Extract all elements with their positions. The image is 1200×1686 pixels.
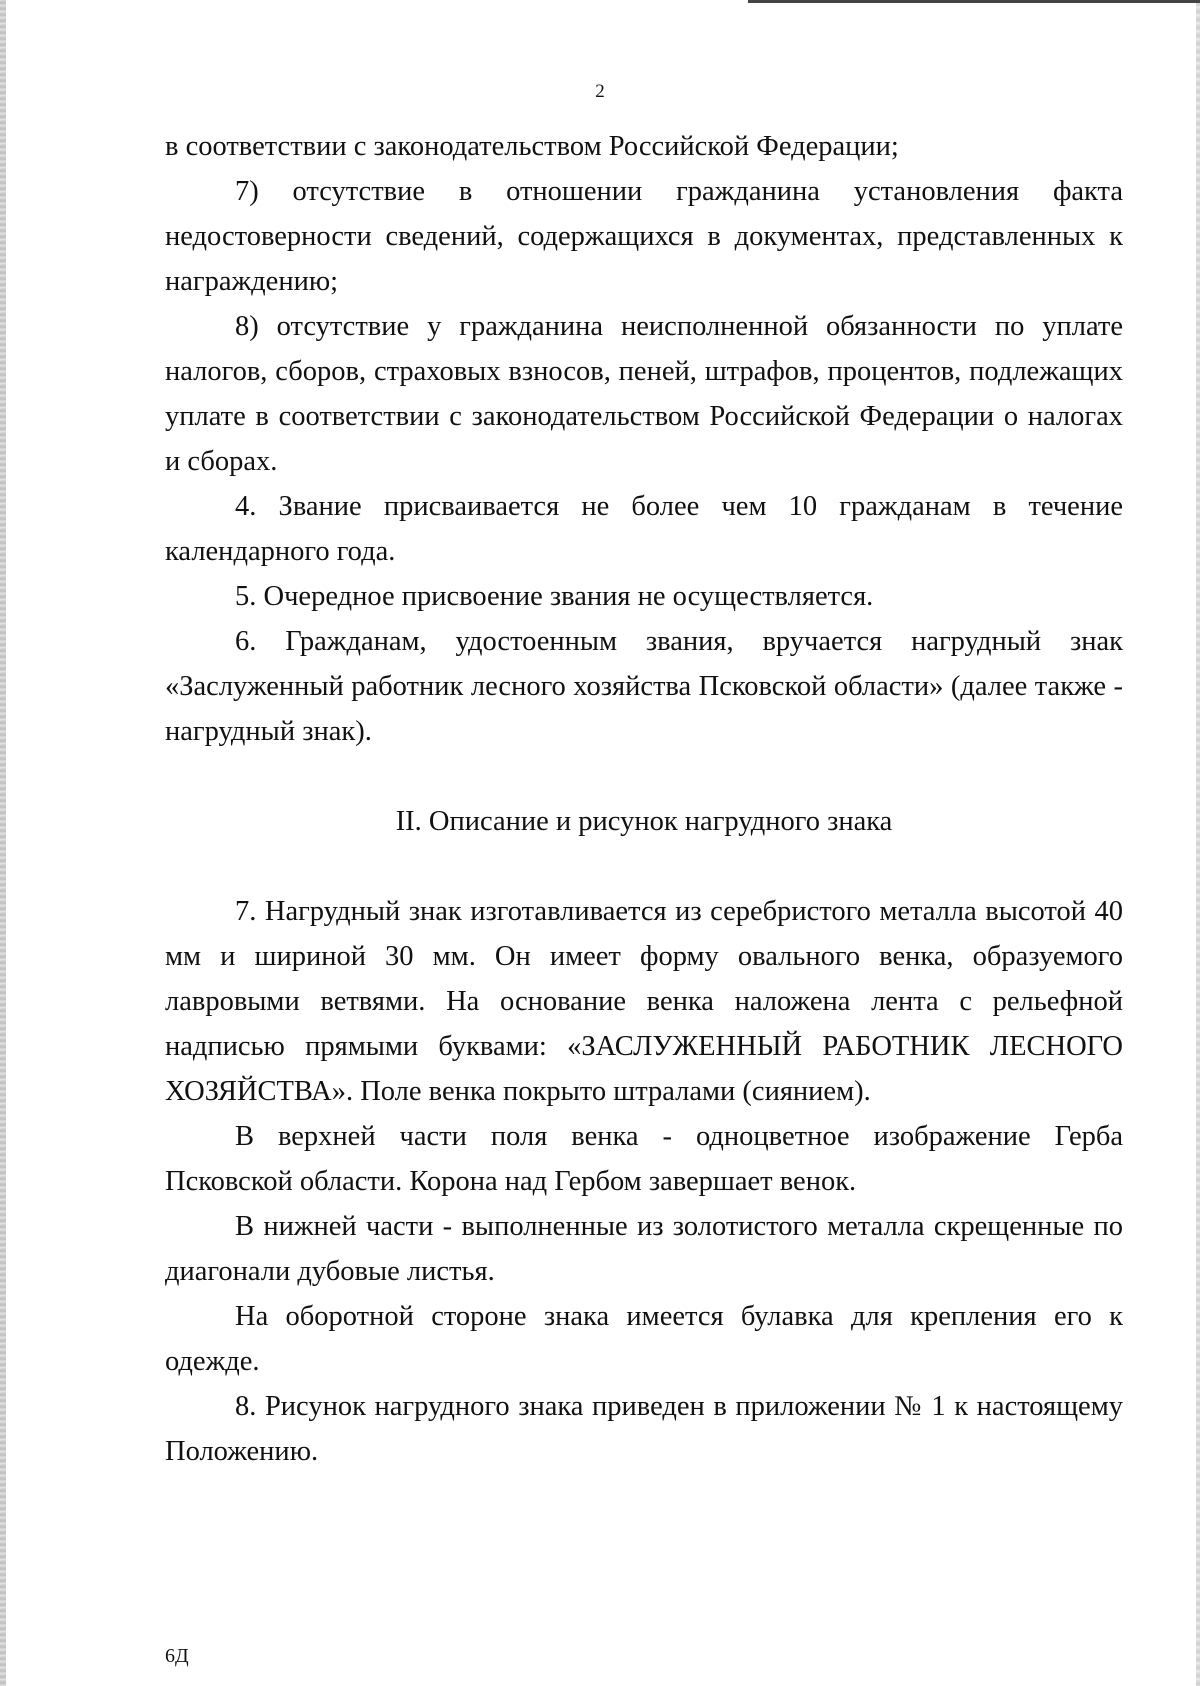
paragraph-clause-7: 7. Нагрудный знак изготавливается из серебристого металла высотой 40 мм и шириной 30 мм. Он имеет форму овального венка, образуемого лавровыми ветвями. На основание венка наложена лента с рельефной надписью прямыми буквами: «ЗАСЛУЖЕННЫЙ РАБОТНИК ЛЕСНОГО ХОЗЯЙСТВА». Поле венка покрыто штралами (сиянием). xyxy=(165,896,1123,1107)
paragraph-clause-6: 6. Гражданам, удостоенным звания, вручается нагрудный знак «Заслуженный работник лесного хозяйства Псковской области» (далее также - нагрудный знак). xyxy=(165,626,1123,747)
page-number: 2 xyxy=(595,81,605,102)
paragraph-item-8: 8) отсутствие у гражданина неисполненной обязанности по уплате налогов, сборов, страховых взносов, пеней, штрафов, процентов, подлежащих уплате в соответствии с законодательством Российской Федерации о налогах и сборах. xyxy=(165,311,1123,477)
footer-code: 6Д xyxy=(165,1645,189,1667)
paragraph-clause-4: 4. Звание присваивается не более чем 10 гражданам в течение календарного года. xyxy=(165,491,1123,567)
document-body xyxy=(165,124,1123,1474)
scan-top-line xyxy=(748,0,1200,3)
scan-edge-left xyxy=(0,0,6,1686)
scan-edge-right xyxy=(1196,0,1200,1686)
paragraph-clause-8: 8. Рисунок нагрудного знака приведен в приложении № 1 к настоящему Положению. xyxy=(165,1391,1123,1467)
paragraph-upper-field: В верхней части поля венка - одноцветное изображение Герба Псковской области. Корона над Гербом завершает венок. xyxy=(165,1121,1123,1197)
paragraph-clause-5: 5. Очередное присвоение звания не осуществляется. xyxy=(235,581,874,612)
paragraph-item-7: 7) отсутствие в отношении гражданина установления факта недостоверности сведений, содержащихся в документах, представленных к награждению; xyxy=(165,176,1123,297)
paragraph-lower-part: В нижней части - выполненные из золотистого металла скрещенные по диагонали дубовые листья. xyxy=(165,1211,1123,1287)
paragraph-reverse-side: На оборотной стороне знака имеется булавка для крепления его к одежде. xyxy=(165,1301,1123,1377)
section-heading: II. Описание и рисунок нагрудного знака xyxy=(395,806,893,837)
paragraph-continuation: в соответствии с законодательством Российской Федерации; xyxy=(165,131,899,162)
